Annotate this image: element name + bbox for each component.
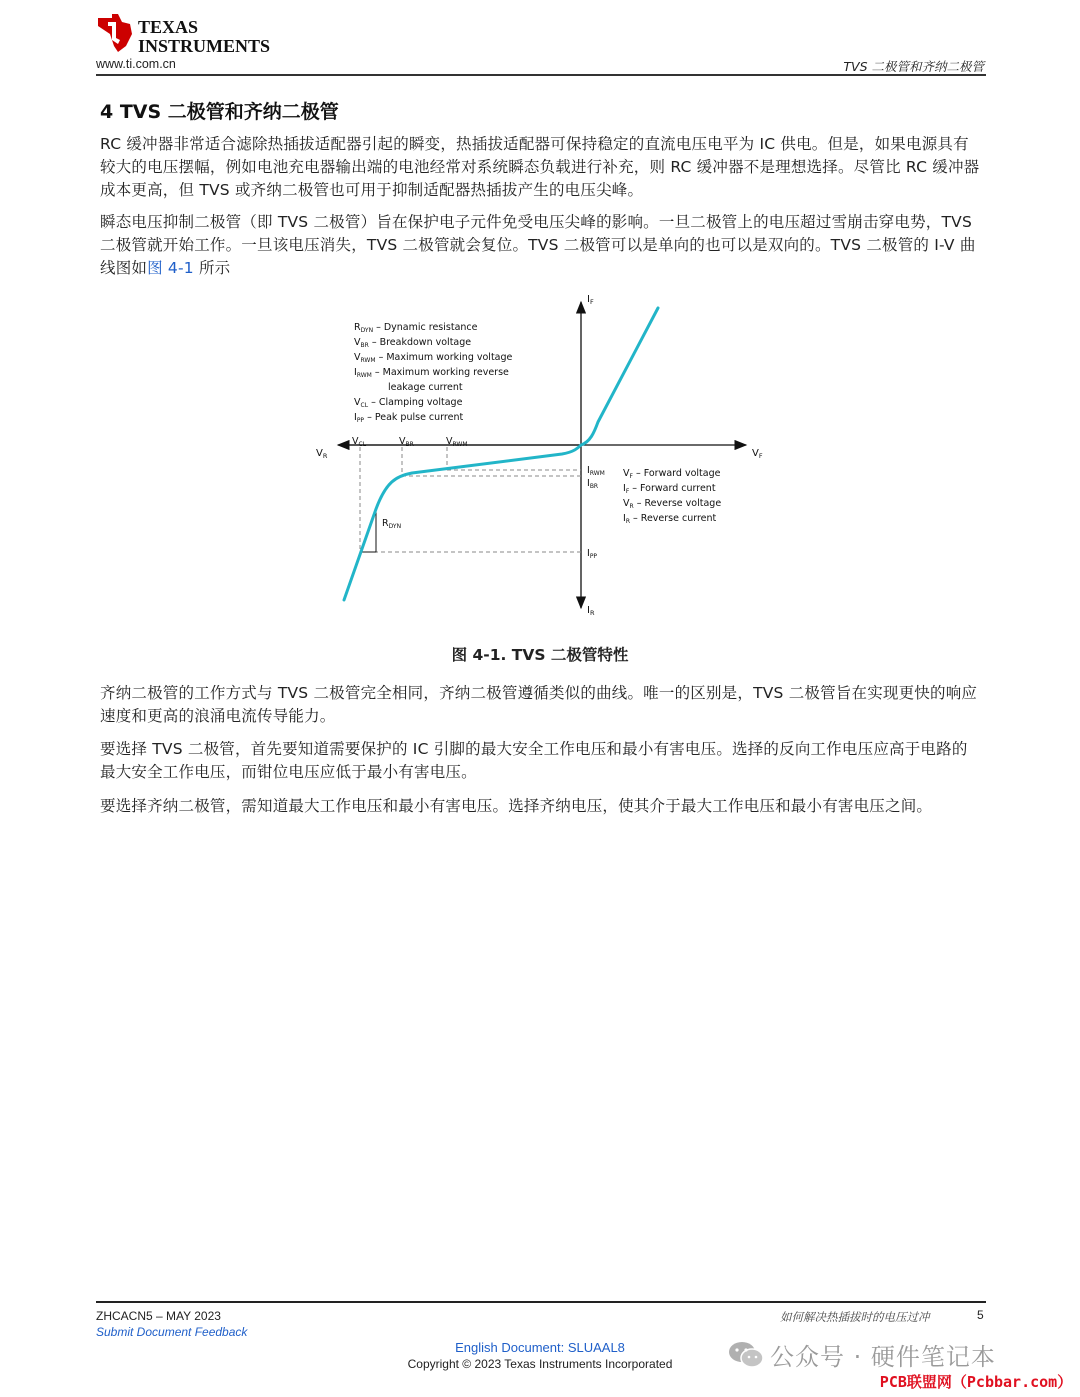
legend-description: – Maximum working reverse	[371, 367, 509, 378]
legend-description: – Peak pulse current	[364, 412, 464, 423]
svg-text:IR	[587, 605, 595, 617]
marker-ipp: I	[587, 548, 590, 559]
svg-text:VCL	[352, 436, 367, 448]
legend-description: – Dynamic resistance	[373, 322, 478, 333]
legend-right-entry	[623, 513, 717, 525]
svg-text:VBR	[399, 436, 414, 448]
legend-left-entry	[354, 367, 509, 379]
ti-state-icon	[98, 14, 132, 52]
svg-text:VRWM	[446, 436, 468, 448]
legend-left-entry	[354, 412, 463, 424]
footer-divider	[96, 1301, 986, 1303]
legend-right-entry	[623, 483, 716, 495]
marker-rdyn: R	[382, 518, 389, 529]
section-title: 4 TVS 二极管和齐纳二极管	[100, 101, 339, 123]
legend-left	[354, 322, 513, 424]
marker-irwm-sub: RWM	[589, 470, 605, 477]
legend-description: – Reverse voltage	[633, 498, 722, 509]
label-if: I	[587, 294, 590, 305]
svg-text:IRWM	[587, 465, 605, 477]
copyright: Copyright © 2023 Texas Instruments Incorporated	[407, 1357, 673, 1371]
svg-text:VR	[316, 448, 328, 460]
label-vr-sub: R	[322, 452, 328, 460]
legend-description: – Breakdown voltage	[368, 337, 472, 348]
label-vf-sub: F	[758, 452, 763, 460]
guide-lines	[360, 447, 581, 552]
legend-subscript: F	[625, 488, 630, 495]
svg-text:IBR	[587, 478, 598, 490]
legend-subscript: DYN	[360, 327, 374, 334]
paragraph-rc-snubber: RC 缓冲器非常适合滤除热插拔适配器引起的瞬变，热插拔适配器可保持稳定的直流电压电平为 IC 供电。但是，如果电源具有较大的电压摆幅，例如电池充电器输出端的电池经常对系统瞬态负载进行补充，则 RC 缓冲器不是理想选择。尽管比 RC 缓冲器成本更高，但 TVS 或齐纳二极管也可用于抑制适配器热插拔产生的电压尖峰。	[100, 135, 980, 199]
legend-symbol: I	[623, 513, 626, 524]
marker-vcl-sub: CL	[358, 441, 367, 448]
figure-caption: 图 4-1. TVS 二极管特性	[451, 646, 629, 664]
label-ir: I	[587, 605, 590, 616]
marker-vbr-sub: BR	[405, 441, 414, 448]
paragraph-select-zener: 要选择齐纳二极管，需知道最大工作电压和最小有害电压。选择齐纳电压，使其介于最大工作电压和最小有害电压之间。	[100, 797, 933, 815]
legend-left-entry	[354, 337, 471, 349]
legend-symbol: I	[623, 483, 626, 494]
legend-right	[623, 468, 721, 525]
marker-irwm: I	[587, 465, 590, 476]
legend-subscript: BR	[360, 342, 369, 349]
wechat-watermark	[728, 1337, 996, 1372]
legend-subscript: R	[629, 503, 634, 510]
legend-symbol: R	[354, 322, 361, 333]
page-number: 5	[977, 1308, 984, 1322]
marker-rdyn-sub: DYN	[388, 523, 402, 530]
legend-description: – Reverse current	[629, 513, 717, 524]
legend-left-entry	[354, 352, 513, 364]
legend-left-entry	[354, 397, 463, 409]
brand-line1: TEXAS	[138, 17, 199, 37]
marker-ipp-sub: PP	[589, 553, 598, 560]
marker-vcl: V	[352, 436, 359, 447]
svg-text:VF	[752, 448, 763, 460]
legend-symbol: I	[354, 412, 357, 423]
legend-right-entry	[623, 468, 721, 480]
legend-subscript: PP	[356, 417, 365, 424]
legend-symbol: V	[354, 397, 361, 408]
marker-vrwm: V	[446, 436, 453, 447]
marker-ibr: I	[587, 478, 590, 489]
paragraph-tvs-intro	[100, 211, 982, 280]
svg-text:IPP	[587, 548, 597, 560]
legend-symbol: V	[623, 468, 630, 479]
para2-text-end: 所示	[193, 259, 231, 277]
label-vf: V	[752, 448, 759, 459]
legend-symbol: V	[354, 337, 361, 348]
figure-ref-link[interactable]: 图 4-1	[147, 259, 194, 277]
marker-vbr: V	[399, 436, 406, 447]
site-url[interactable]: www.ti.com.cn	[96, 57, 176, 71]
svg-text:RDYN	[382, 518, 401, 530]
legend-subscript: F	[629, 473, 633, 480]
legend-left-entry	[388, 382, 463, 393]
marker-vrwm-sub: RWM	[452, 441, 468, 448]
legend-symbol: V	[354, 352, 361, 363]
ti-logo[interactable]	[96, 12, 271, 56]
legend-subscript: RWM	[356, 372, 372, 379]
legend-symbol: I	[354, 367, 357, 378]
submit-feedback-link[interactable]: Submit Document Feedback	[96, 1325, 248, 1339]
legend-subscript: RWM	[360, 357, 376, 364]
header-divider	[96, 74, 986, 76]
legend-description: – Maximum working voltage	[375, 352, 513, 363]
english-document-link[interactable]: English Document: SLUAAL8	[455, 1340, 625, 1355]
label-if-sub: F	[589, 298, 594, 306]
wechat-icon	[728, 1340, 764, 1370]
pcbbar-watermark: PCB联盟网（Pcbbar.com）	[876, 1371, 1076, 1393]
legend-description: – Forward voltage	[632, 468, 721, 479]
legend-subscript: CL	[360, 402, 369, 409]
brand-line2: INSTRUMENTS	[138, 36, 271, 56]
tvs-iv-figure	[300, 290, 780, 625]
footer-document-title: 如何解决热插拔时的电压过冲	[780, 1310, 930, 1324]
document-id: ZHCACN5 – MAY 2023	[96, 1309, 221, 1323]
legend-description: – Forward current	[629, 483, 716, 494]
paragraph-select-tvs: 要选择 TVS 二极管，首先要知道需要保护的 IC 引脚的最大安全工作电压和最小有害电压。选择的反向工作电压应高于电路的最大安全工作电压，而钳位电压应低于最小有害电压。	[100, 740, 968, 781]
label-vr: V	[316, 448, 323, 459]
marker-ibr-sub: BR	[589, 483, 599, 490]
running-section-title: TVS 二极管和齐纳二极管	[843, 59, 984, 74]
legend-symbol: V	[623, 498, 630, 509]
label-ir-sub: R	[589, 609, 595, 617]
legend-right-entry	[623, 498, 721, 510]
wechat-text: 公众号 · 硬件笔记本	[770, 1343, 996, 1371]
legend-description: – Clamping voltage	[368, 397, 463, 408]
legend-description: leakage current	[388, 382, 463, 393]
para2-text: 瞬态电压抑制二极管（即 TVS 二极管）旨在保护电子元件免受电压尖峰的影响。一旦二极管上的电压超过雪崩击穿电势，TVS 二极管就开始工作。一旦该电压消失，TVS 二极管就会复位。TVS 二极管可以是单向的也可以是双向的。TVS 二极管的 I-V 曲线图如	[100, 213, 976, 277]
legend-subscript: R	[625, 518, 630, 525]
paragraph-zener: 齐纳二极管的工作方式与 TVS 二极管完全相同，齐纳二极管遵循类似的曲线。唯一的区别是，TVS 二极管旨在实现更快的响应速度和更高的浪涌电流传导能力。	[100, 684, 978, 725]
svg-text:IF	[587, 294, 594, 306]
legend-left-entry	[354, 322, 478, 334]
